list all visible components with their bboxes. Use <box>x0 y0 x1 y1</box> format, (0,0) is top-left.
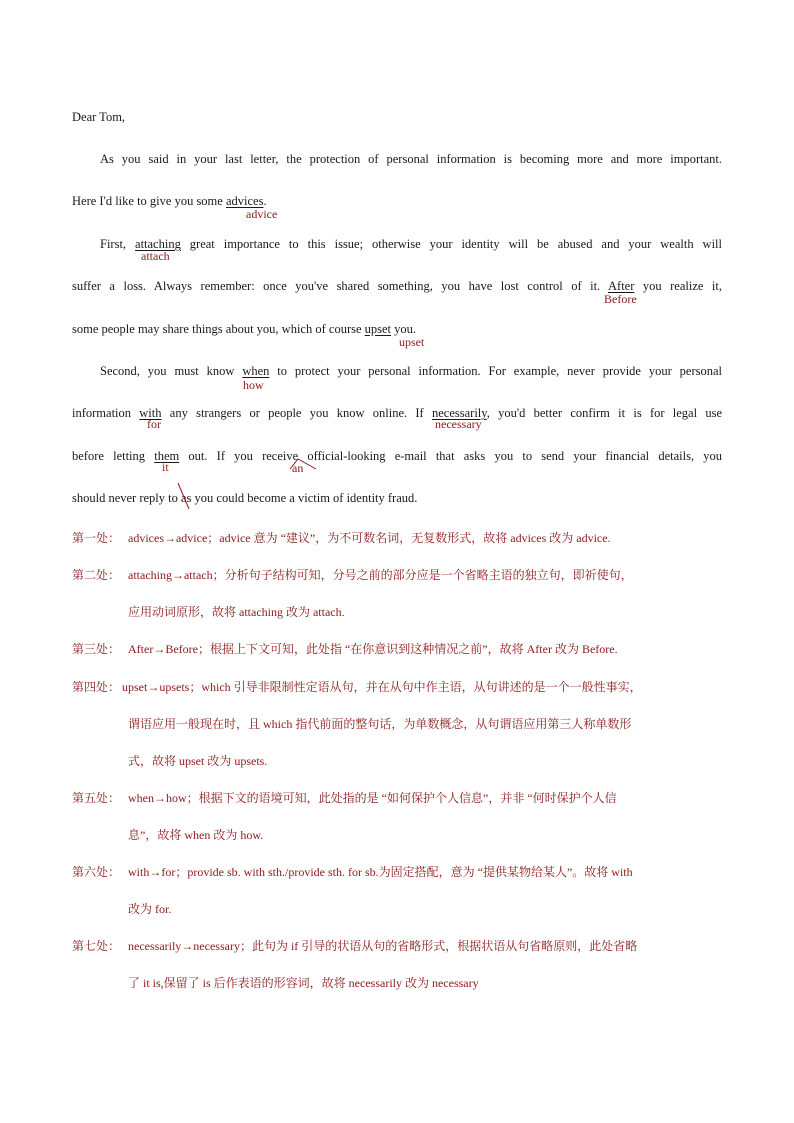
error-word-advices: advices <box>225 194 264 208</box>
explanation-2-line2: 应用动词原形，故将 attaching 改为 attach. <box>128 605 345 619</box>
explanation-6-line1: with→for；provide sb. with sth./provide sth. for sb.为固定搭配，意为 “提供某物给某人”。故将 with <box>128 865 633 879</box>
explanation-1-label: 第一处： <box>72 531 121 545</box>
p3-line4: should never reply to as you could become a victim of identity fraud. <box>72 491 418 505</box>
text-segment: to protect your personal information. For example, never provide your personal <box>269 364 722 378</box>
p3-line1 <box>72 363 722 379</box>
error-word-necessarily: necessarily <box>431 406 487 420</box>
explanation-7-label: 第七处： <box>72 939 121 953</box>
explanation-2-line1: attaching→attach；分析句子结构可知，分号之前的部分应是一个省略主语的独立句，即祈使句， <box>128 568 633 582</box>
explanation-4-line1: upset→upsets；which 引导非限制性定语从句，并在从句中作主语，从句讲述的是一个一般性事实， <box>122 680 642 694</box>
text-segment: , you'd better confirm it is for legal use <box>486 406 723 420</box>
explanation-3-line1: After→Before；根据上下文可知，此处指 “在你意识到这种情况之前”，故将 After 改为 Before. <box>128 642 618 656</box>
text-segment: First, <box>100 237 136 251</box>
text-segment: some people may share things about you, which of course <box>72 322 365 336</box>
text-segment: before letting <box>72 449 155 463</box>
correction-for: for <box>147 417 161 431</box>
correction-it: it <box>162 460 169 474</box>
error-word-with: with <box>139 406 162 420</box>
error-word-attaching: attaching <box>135 237 181 251</box>
text-segment: information <box>72 406 140 420</box>
explanation-4-line3: 式，故将 upset 改为 upsets. <box>128 754 268 768</box>
p3-line3 <box>72 448 722 464</box>
explanation-5-line1: when→how；根据下文的语境可知，此处指的是 “如何保护个人信息”，并非 “何时保护个人信 <box>128 791 617 805</box>
text-segment: suffer a loss. Always remember: once you've shared something, you have lost control of it. <box>72 279 608 293</box>
text-segment: Second, you must know <box>100 364 243 378</box>
error-word-them: them <box>154 449 180 463</box>
correction-attach: attach <box>141 249 170 263</box>
explanation-2-label: 第二处： <box>72 568 121 582</box>
correction-upset: upset <box>399 335 425 349</box>
explanation-3-label: 第三处： <box>72 642 121 656</box>
explanation-7-line2: 了 it is,保留了 is 后作表语的形容词，故将 necessarily 改为 necessary <box>128 976 479 990</box>
explanation-4-label: 第四处： <box>72 680 121 694</box>
p2-line3 <box>72 321 722 337</box>
text-segment: out. If you receive official-looking e-mail that asks you to send your financial details, you <box>179 449 722 463</box>
error-word-when: when <box>242 364 270 378</box>
p1-line2 <box>72 193 722 209</box>
error-word-upset: upset <box>364 322 392 336</box>
explanation-5-label: 第五处： <box>72 791 121 805</box>
text-segment: great importance to this issue; otherwise your identity will be abused and your wealth will <box>180 237 722 251</box>
deletion-slash-mark <box>176 481 192 511</box>
correction-an: an <box>292 461 304 475</box>
correction-advice: advice <box>246 207 278 221</box>
explanation-6-label: 第六处： <box>72 865 121 879</box>
letter-greeting: Dear Tom, <box>72 110 126 124</box>
explanation-1-line1: advices→advice；advice 意为 “建议”，为不可数名词，无复数形式，故将 advices 改为 advice. <box>128 531 611 545</box>
p3-line2 <box>72 405 722 421</box>
correction-before: Before <box>604 292 637 306</box>
p1-line1: As you said in your last letter, the protection of personal information is becoming more and more important. <box>100 152 722 166</box>
text-segment: you realize it, <box>634 279 722 293</box>
error-word-after: After <box>608 279 635 293</box>
text-segment: . <box>263 194 267 208</box>
explanation-7-line1: necessarily→necessary；此句为 if 引导的状语从句的省略形式，根据状语从句省略原则，此处省略 <box>128 939 638 953</box>
explanation-4-line2: 谓语应用一般现在时，且 which 指代前面的整句话，为单数概念，从句谓语应用第三人称单数形 <box>128 717 632 731</box>
text-segment: you. <box>391 322 417 336</box>
correction-necessary: necessary <box>435 417 482 431</box>
explanation-6-line2: 改为 for. <box>128 902 172 916</box>
explanation-5-line2: 息”，故将 when 改为 how. <box>128 828 264 842</box>
text-segment: any strangers or people you know online. If <box>161 406 432 420</box>
text-segment: Here I'd like to give you some <box>72 194 226 208</box>
insertion-caret-mark <box>288 456 318 470</box>
correction-how: how <box>243 378 264 392</box>
